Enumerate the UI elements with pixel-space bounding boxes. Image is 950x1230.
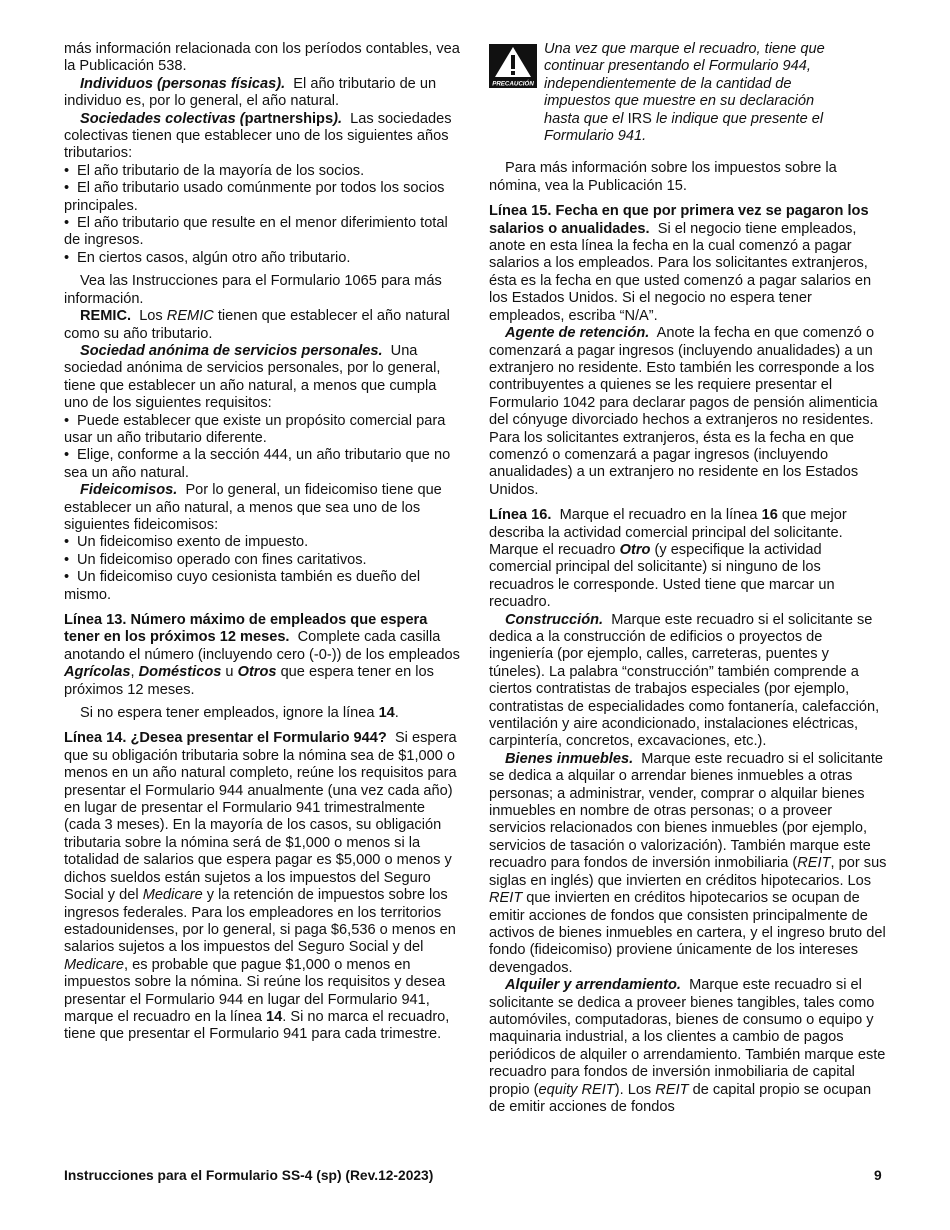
heading-sociedades [80,111,342,127]
text-bienes-2: , por sus siglas en inglés) que invierten en créditos hipotecarios. Los [489,855,887,889]
text-linea-16-1: Marque el recuadro en la línea [559,507,762,524]
text-bienes-3: que invierten en créditos hipotecarios se ocupan de emitir acciones de fondos que consisten principalmente de activos de bienes inmuebles en cartera, y el ingreso bruto del fondo (fideicomiso) proviene únicamente de los intereses devengados. [489,890,886,976]
heading-sasp: Sociedad anónima de servicios personales. [80,342,383,359]
caution-box [489,41,887,145]
text-agente: Anote la fecha en que comenzó o comenzará a pagar ingresos (incluyendo anualidades) a un extranjero no residente. Esto también les corresponde a los contribuyentes a quienes se les requiere presentar el Formulario 1042 para declarar pagos de pensión alimenticia del cónyuge divorciado hechos a extranjeros no residentes. Para los solicitantes extranjeros, ésta es la fecha en que comenzó o comenzará a pagar ingresos (incluyendo anualidades) a un extranjero no residente en los Estados Unidos. [489,325,878,498]
text-line-number: 14 [266,1008,283,1025]
text-sociedades: Las sociedades colectivas tienen que establecer uno de los siguientes años tributarios: [64,110,452,162]
bullet-item: • Un fideicomiso cuyo cesionista también es dueño del mismo. [64,569,462,604]
text-domesticos: Domésticos [138,664,222,681]
text-medicare: Medicare [64,956,125,973]
text-alquiler-1: Marque este recuadro si el solicitante se dedica a proveer bienes tangibles, tales como automóviles, computadoras, bienes de consumo o equipo y maquinaria industrial, a los clientes a cambio de pagos periódicos de alquiler o arrendamiento. También marque este recuadro para fondos de inversión inmobiliaria de capital propio ( [489,977,886,1098]
footer-title: Instrucciones para el Formulario SS-4 (sp) (Rev.12-2023) [64,1168,434,1183]
paragraph-linea-14 [64,730,462,1043]
text-fideicomisos: Por lo general, un fideicomiso tiene que establecer un año natural, a menos que sea uno de los siguientes fideicomisos: [64,482,442,533]
text-otros: Otros [237,664,277,681]
paragraph-linea-13 [64,612,462,699]
heading-individuos: Individuos (personas físicas). [80,75,286,92]
heading-alquiler: Alquiler y arrendamiento. [505,977,681,994]
text-linea-15: Si el negocio tiene empleados, anote en esta línea la fecha en la cual comenzó a pagar salarios a los empleados. Para los solicitantes extranjeros, ésta es la fecha en que usted comenzó a pagar salarios en los Estados Unidos. Si el negocio no espera tener empleados, escriba “N/A”. [489,220,872,324]
heading-construccion: Construcción. [505,611,604,628]
right-column [489,41,887,1116]
text-reit: REIT [489,890,523,907]
bullet-item: • En ciertos casos, algún otro año tributario. [64,250,462,267]
text-equity-reit: equity REIT [538,1081,615,1098]
text-remic-2: tienen que establecer el año natural como su año tributario. [64,308,450,342]
text-construccion: Marque este recuadro si el solicitante se dedica a la construcción de edificios o proyectos de ingeniería (por ejemplo, calles, carreteras, puentes y túneles). La palabra “construcción” también comprende a ciertos contratistas de trabajos especiales (por ejemplo, contratistas de especialidades como fontanería, calefacción, ventilación y aire acondicionado, instalaciones eléctricas, carpintería, concretos, excavaciones, etc.). [489,611,880,750]
text-linea-16-3: (y especifique la actividad comercial principal del solicitante) si ninguno de los recuadros le corresponde. Usted tiene que marcar un recuadro. [489,541,835,611]
paragraph-agente [489,325,887,499]
heading-linea-13: Línea 13. Número máximo de empleados que espera tener en los próximos 12 meses. [64,612,428,646]
heading-sociedades-partnerships: partnerships [244,110,334,127]
heading-linea-16: Línea 16. [489,507,552,524]
bullet-item: • El año tributario que resulte en el menor diferimiento total de ingresos. [64,215,462,250]
paragraph-fideicomisos [64,482,462,534]
caution-text [489,41,887,145]
text-line-number: 14 [378,705,395,722]
paragraph-remic [64,308,462,343]
caution-irs: IRS [627,110,652,127]
left-column [64,41,462,1044]
heading-linea-15: Línea 15. Fecha en que por primera vez se pagaron los salarios o anualidades. [489,203,869,237]
text-linea-13-1: Complete cada casilla anotando el número (incluyendo cero (-0-)) de los empleados [64,629,460,663]
text-u: u [221,664,238,681]
text-agricolas: Agrícolas [64,664,131,681]
text-alquiler-2: ). Los [614,1081,656,1098]
bullet-item: • Elige, conforme a la sección 444, un año tributario que no sea un año natural. [64,447,462,482]
text-reit: REIT [797,855,831,872]
text-medicare: Medicare [142,887,203,904]
paragraph-publicacion-15: Para más información sobre los impuestos sobre la nómina, vea la Publicación 15. [489,160,837,194]
text-remic-italic: REMIC [166,308,214,325]
bullet-item: • Un fideicomiso operado con fines caritativos. [64,552,462,569]
text-line-number: 16 [761,507,778,524]
text-linea-13-2: que espera tener en los próximos 12 meses. [64,664,434,698]
caution-text-1: Una vez que marque el recuadro, tiene que continuar presentando el Formulario 944, independientemente de la cantidad de impuestos que muestre en su declaración hasta que el [544,41,825,127]
text-si-no-espera: Si no espera tener empleados, ignore la línea [80,705,379,722]
bullet-item: • El año tributario usado comúnmente por todos los socios principales. [64,180,462,215]
heading-bienes: Bienes inmuebles. [505,750,634,767]
heading-remic: REMIC. [80,308,132,325]
paragraph-alquiler [489,977,887,1116]
text-comma: , [130,664,139,681]
bullet-item: • El año tributario de la mayoría de los socios. [64,163,462,180]
caution-text-2: le indique que presente el Formulario 941. [544,110,824,145]
bullet-item: • Un fideicomiso exento de impuesto. [64,534,462,551]
text-linea-16-2: que mejor describa la actividad comercial principal del solicitante. Marque el recuadro [489,507,847,558]
paragraph-sociedades [64,111,462,163]
heading-sociedades-end: ). [333,110,342,127]
bullet-item: • Puede establecer que existe un propósito comercial para usar un año tributario diferente. [64,413,462,448]
paragraph-vea-1065: Vea las Instrucciones para el Formulario 1065 para más información. [64,273,442,307]
paragraph-individuos [64,76,462,111]
paragraph-sasp [64,343,462,413]
heading-agente: Agente de retención. [505,325,650,342]
caution-warning-icon [489,44,537,88]
text-period: . [394,705,399,722]
caution-icon-label: PRECAUCIÓN [492,80,534,88]
text-linea-14-3: , es probable que pague $1,000 o menos en impuestos sobre la nómina. Si reúne los requisitos y desea presentar el Formulario 944 en lugar del Formulario 941, marque el recuadro en la línea [64,956,446,1025]
text-linea-14-1: Si espera que su obligación tributaria sobre la nómina sea de $1,000 o menos en un año natural completo, reúne los requisitos para presentar el Formulario 944 anualmente (una vez cada año) en lugar de presentar el Formulario 941 trimestralmente (cada 3 meses). En la mayoría de los casos, su obligación tributaria sobre la nómina será de $1,000 o menos si la totalidad de salarios que espera pagar es $5,000 o menos y dichos sueldos están sujetos a los impuestos del Seguro Social y del [64,730,457,904]
paragraph-si-no-espera [64,705,462,722]
page-number: 9 [874,1168,882,1183]
text-bienes-1: Marque este recuadro si el solicitante se dedica a alquilar o arrendar bienes inmuebles a otras personas; a administrar, vender, comprar o alquilar bienes inmuebles en nombre de otras personas; o a proveer servicios relacionados con bienes inmuebles (por ejemplo, servicios de tasación o valorización). También marque este recuadro para fondos de inversión inmobiliaria ( [489,750,883,872]
paragraph-bienes [489,751,887,977]
paragraph-periodos: más información relacionada con los períodos contables, vea la Publicación 538. [64,41,460,75]
heading-linea-14: Línea 14. ¿Desea presentar el Formulario 944? [64,730,387,747]
text-alquiler-3: de capital propio se ocupan de emitir acciones de fondos [489,1081,872,1115]
text-linea-14-4: . Si no marca el recuadro, tiene que presentar el Formulario 941 para cada trimestre. [64,1008,450,1043]
text-sasp: Una sociedad anónima de servicios personales, por lo general, tiene que establecer un año natural, a menos que cumpla uno de los siguientes requisitos: [64,342,441,412]
text-remic-1: Los [139,308,167,325]
paragraph-construccion [489,612,887,751]
text-reit: REIT [655,1081,689,1098]
text-linea-14-2: y la retención de impuestos sobre los ingresos federales. Para los empleadores en los territorios estadounidenses, por lo general, si paga $6,536 o menos en salarios sujetos a los impuestos del Seguro Social y del [64,887,456,956]
heading-fideicomisos: Fideicomisos. [80,482,178,499]
text-individuos: El año tributario de un individuo es, por lo general, el año natural. [64,75,437,110]
text-otro: Otro [619,541,651,558]
heading-sociedades-start: Sociedades colectivas ( [80,110,245,127]
paragraph-linea-16 [489,507,887,611]
paragraph-linea-15 [489,203,887,325]
